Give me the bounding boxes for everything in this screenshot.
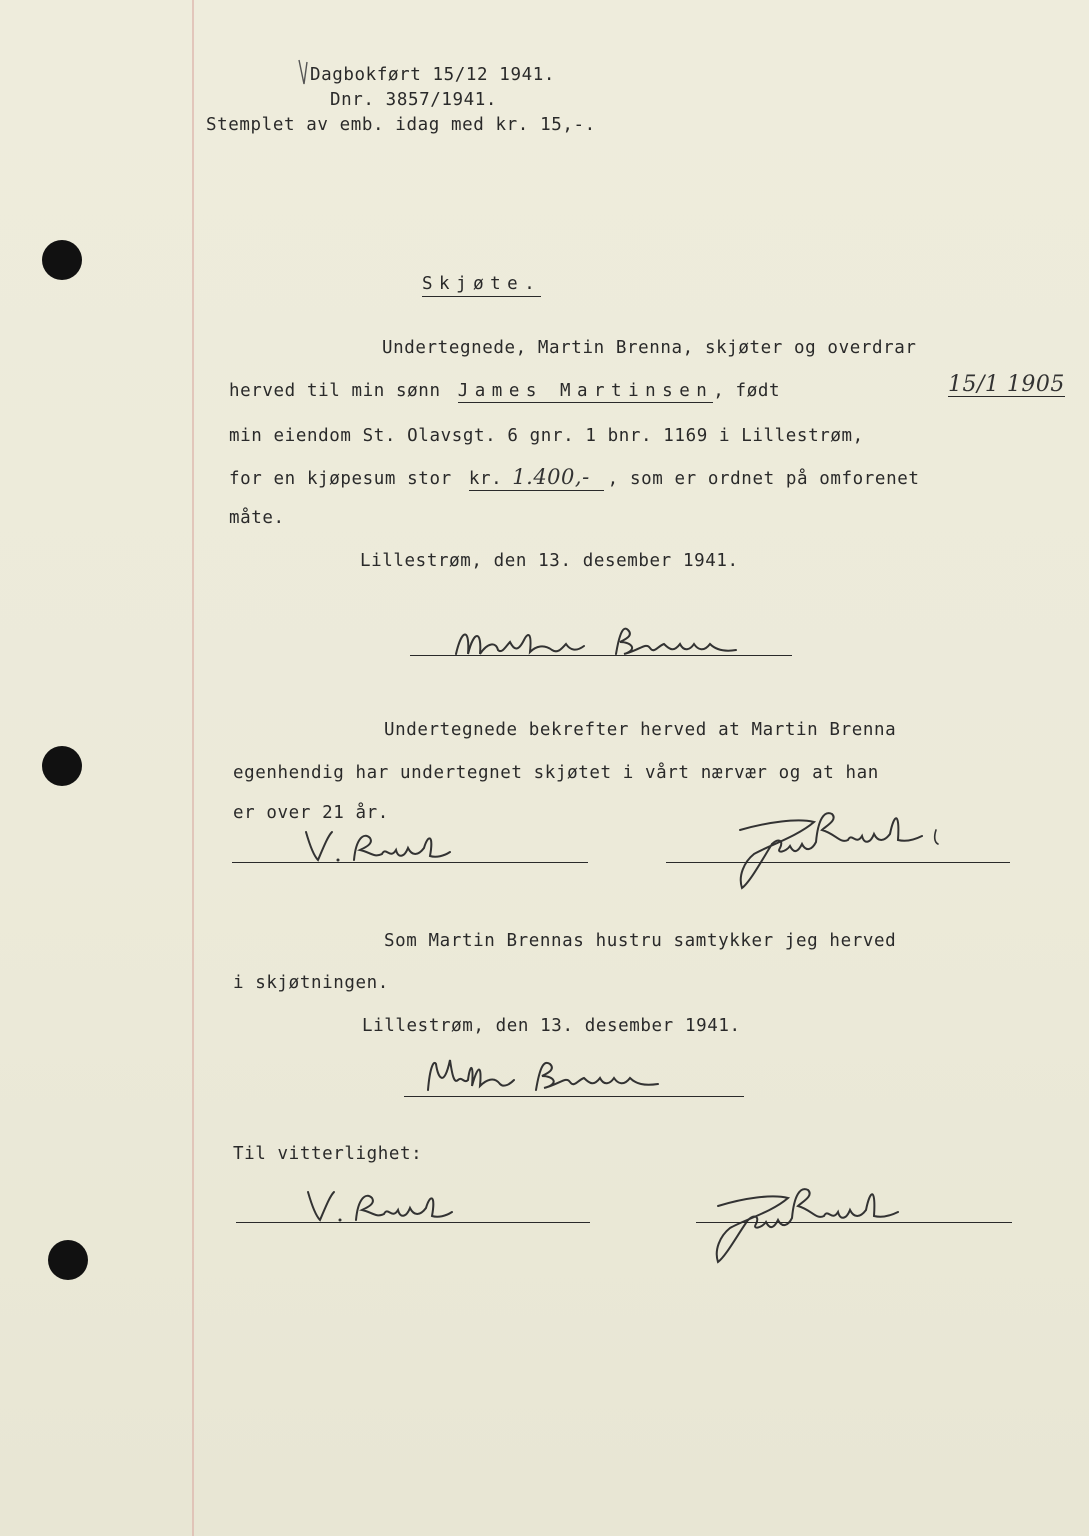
deed-text-line: i skjøtningen. (233, 973, 389, 993)
signature-line (232, 862, 588, 863)
signature-line (666, 862, 1010, 863)
deed-text-line: er over 21 år. (233, 803, 389, 823)
deed-text-line: Undertegnede, Martin Brenna, skjøter og overdrar (382, 338, 917, 358)
signature-witness-jon-ruud (706, 1178, 926, 1268)
price-prefix: kr. (468, 469, 503, 489)
deed-title: Skjøte. (422, 273, 541, 297)
deed-text-line: min eiendom St. Olavsgt. 6 gnr. 1 bnr. 1169 i Lillestrøm, (229, 426, 864, 446)
registration-line-1: Dagbokført 15/12 1941. (310, 65, 555, 85)
attest-label: Til vitterlighet: (233, 1144, 423, 1164)
purchase-price (468, 465, 604, 491)
registration-line-2: Dnr. 3857/1941. (330, 90, 498, 110)
deed-text-line (229, 380, 780, 402)
punch-hole-icon (42, 240, 82, 280)
deed-text-segment: , født (713, 381, 781, 401)
signature-witness-jon-ruud (728, 800, 958, 895)
deed-text-segment: herved til min sønn (229, 381, 441, 401)
deed-text-line: måte. (229, 508, 285, 528)
deed-text-line (229, 466, 919, 490)
signature-line (696, 1222, 1012, 1223)
price-handwritten: 1.400,- (512, 465, 590, 489)
deed-text-line: Som Martin Brennas hustru samtykker jeg herved (384, 931, 897, 951)
deed-text-line: Undertegnede bekrefter herved at Martin Brenna (384, 720, 897, 740)
deed-text-segment: for en kjøpesum stor (229, 469, 452, 489)
buyer-name: James Martinsen (457, 381, 714, 401)
signature-wife (418, 1054, 718, 1099)
check-mark-icon (297, 58, 309, 88)
punch-hole-icon (48, 1240, 88, 1280)
place-date: Lillestrøm, den 13. desember 1941. (360, 551, 739, 571)
signature-line (410, 655, 792, 656)
signature-line (236, 1222, 590, 1223)
punch-hole-icon (42, 746, 82, 786)
margin-rule (192, 0, 194, 1536)
registration-line-3: Stemplet av emb. idag med kr. 15,-. (206, 115, 596, 135)
birth-date-handwritten: 15/1 1905 (948, 372, 1065, 397)
signature-witness-v-ruud (298, 826, 468, 866)
deed-text-segment: , som er ordnet på omforenet (607, 469, 920, 489)
signature-witness-v-ruud (300, 1186, 470, 1226)
signature-seller (448, 620, 768, 665)
place-date: Lillestrøm, den 13. desember 1941. (362, 1016, 741, 1036)
signature-line (404, 1096, 744, 1097)
deed-text-line: egenhendig har undertegnet skjøtet i vårt nærvær og at han (233, 763, 879, 783)
